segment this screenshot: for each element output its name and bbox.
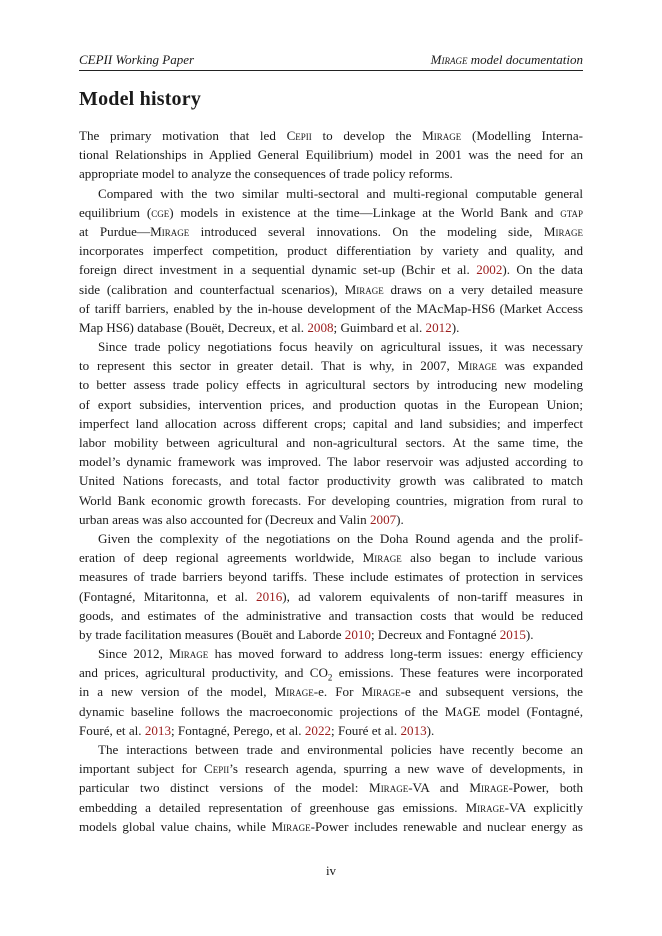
small-caps-term: Cepii [286,128,312,143]
text-line: incorporates imperfect competition, product differentiation by variety and quality, and [79,243,583,259]
text-line: Compared with the two similar multi-sectoral and multi-regional computable general [98,185,583,201]
text-line: particular two distinct versions of the model: Mirage-VA and Mirage-Power, both [79,780,583,796]
paragraph [79,337,583,529]
text-line: imperfect land allocation across different crops; capital and land subsidies; and imperfect [79,415,583,431]
small-caps-term: Mirage [362,550,402,566]
small-caps-term: Cepii [203,761,230,777]
text-line: to represent this sector in greater detail. That is why, in 2007, Mirage was expanded [79,358,583,374]
text-line: United Nations forecasts, and total factor productivity growth was calibrated to match [79,473,583,489]
small-caps-term: Mirage [169,646,209,662]
citation-link[interactable]: 2015 [499,626,526,642]
text-line: World Bank economic growth forecasts. For developing countries, migration from rural to [79,492,583,508]
text-line: models global value chains, while Mirage-Power includes renewable and nuclear energy as [79,818,583,834]
header-mirage: Mirage [430,52,468,67]
text-line: The primary motivation that led Cepii to develop the Mirage (Modelling Interna- [79,128,583,143]
text-line: Since 2012, Mirage has moved forward to address long-term issues: energy efficiency [98,646,583,662]
paragraph [79,184,583,338]
citation-link[interactable]: 2008 [307,319,334,335]
section-title: Model history [79,88,202,110]
text-line: at Purdue—Mirage introduced several innovations. On the modeling side, Mirage [79,223,583,239]
body-text [79,126,583,836]
text-line: dynamic baseline follows the macroeconomic projections of the MaGE model (Fontagné, [79,703,583,719]
small-caps-term: Mirage [344,281,384,297]
small-caps-term: MaGE [444,703,481,719]
text-line: to better assess trade policy effects in agricultural sectors by introducing new modeling [79,377,583,393]
header-left: CEPII Working Paper [79,52,195,67]
text-line: urban areas was also accounted for (Decreux and Valin 2007). [79,511,404,527]
text-line: measures of trade barriers beyond tariffs. These include estimates of protection in services [79,569,583,585]
text-line: labor mobility between agricultural and non-agricultural sectors. At the same time, the [79,435,583,450]
citation-link[interactable]: 2022 [304,722,332,738]
text-line: tional Relationships in Applied General Equilibrium) model in 2001 was the need for an [79,147,583,163]
text-line: model’s dynamic framework was improved. The labor reservoir was adjusted according to [79,454,583,470]
text-line: Since trade policy negotiations focus heavily on agricultural issues, it was necessary [98,339,583,355]
small-caps-term: Mirage [457,358,497,374]
citation-link[interactable]: 2007 [369,511,397,527]
text-line: embedding a detailed representation of greenhouse gas emissions. Mirage-VA explicitly [79,799,583,815]
text-line: eration of deep regional agreements worldwide, Mirage also began to include various [79,550,583,566]
small-caps-term: Mirage [150,223,190,239]
text-line: in a new version of the model, Mirage-e. For Mirage-e and subsequent versions, the [79,684,583,700]
citation-link[interactable]: 2013 [400,722,427,738]
small-caps-term: Mirage [369,780,409,796]
citation-link[interactable]: 2002 [476,262,503,278]
paragraph [79,529,583,644]
small-caps-term: cge [151,204,170,220]
text-line: (Fontagné, Mitaritonna, et al. 2016), ad valorem equivalents of non-tariff measures in [79,588,583,604]
paragraph [79,644,583,740]
text-line: of export subsidies, intervention prices, and production quotas in the European Union; [79,396,583,412]
text-line: important subject for Cepii’s research agenda, spurring a new wave of developments, in [79,761,584,777]
small-caps-term: Mirage [274,684,314,700]
small-caps-term: Mirage [361,684,401,700]
text-line: foreign direct investment in a sequential dynamic set-up (Bchir et al. 2002). On the data [79,262,583,278]
citation-link[interactable]: 2010 [344,626,371,642]
paragraph [79,740,583,836]
text-line: Given the complexity of the negotiations on the Doha Round agenda and the prolif- [98,530,583,546]
small-caps-term: Mirage [543,223,583,239]
text-line: appropriate model to analyze the consequences of trade policy reforms. [79,166,453,182]
page-number: iv [325,863,337,878]
text-line: side (calibration and counterfactual scenarios), Mirage draws on a very detailed measure [79,281,583,297]
small-caps-term: gtap [560,204,583,220]
text-line: equilibrium (cge) models in existence at the time—Linkage at the World Bank and gtap [79,204,583,220]
paragraph [79,126,583,184]
text-line: by trade facilitation measures (Bouët and Laborde 2010; Decreux and Fontagné 2015). [79,626,534,642]
text-line: and prices, agricultural productivity, and $CO_2$ emissions. These features were incorporated [79,665,583,683]
text-line: The interactions between trade and environmental policies have recently become an [98,742,583,757]
small-caps-term: Mirage [422,128,462,143]
text-line: goods, and estimates of the administrative and transaction costs that would be reduced [79,607,583,623]
citation-link[interactable]: 2013 [144,722,172,738]
text-line: Map HS6) database (Bouët, Decreux, et al. 2008; Guimbard et al. 2012). [79,319,460,335]
citation-link[interactable]: 2012 [425,319,452,335]
citation-link[interactable]: 2016 [256,588,283,604]
subscript: 2 [327,672,333,683]
text-line: of tariff barriers, enabled by the in-house development of the MAcMap-HS6 (Market Access [79,300,583,316]
small-caps-term: Mirage [271,818,311,834]
small-caps-term: Mirage [469,780,509,796]
header-right-rest: model documentation [467,52,583,67]
text-line: Fouré, et al. 2013; Fontagné, Perego, et al. 2022; Fouré et al. 2013). [79,722,435,738]
running-header [79,52,583,71]
header-right [431,52,583,68]
small-caps-term: Mirage [465,799,505,815]
